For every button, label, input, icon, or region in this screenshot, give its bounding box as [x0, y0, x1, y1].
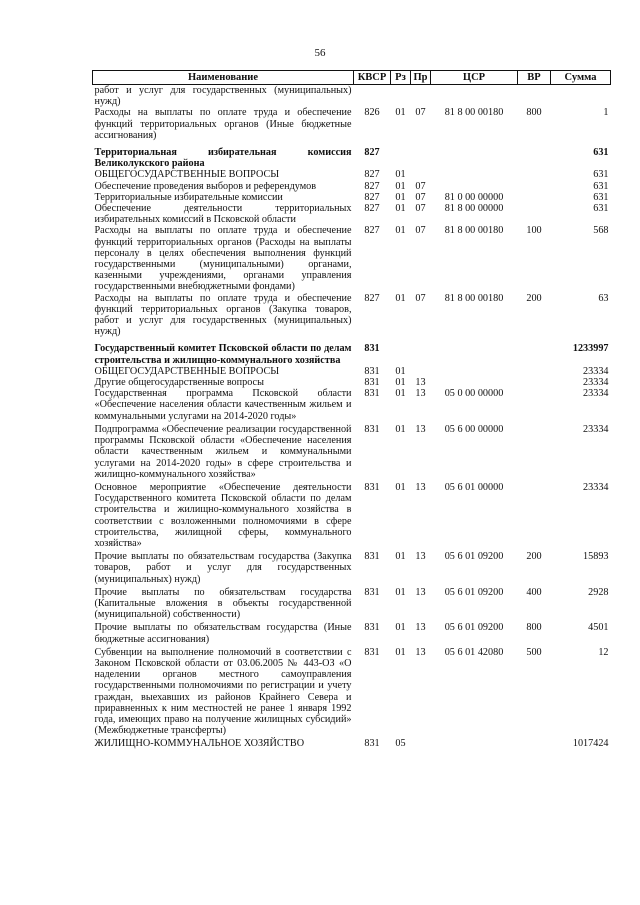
cell-sum: 1233997: [572, 343, 609, 355]
table-row: [93, 181, 611, 192]
header-kvsr: КВСР: [354, 71, 391, 85]
cell-kvsr: 831: [364, 343, 380, 355]
cell-vr: 500: [526, 646, 542, 658]
cell-sum: 568: [593, 225, 609, 237]
cell-vr: [518, 388, 551, 422]
cell-kvsr: 827: [364, 191, 380, 203]
cell-vr: 200: [526, 551, 542, 563]
cell-csr: 81 8 00 00180: [444, 107, 504, 119]
cell-pr: 13: [415, 377, 426, 389]
cell-pr: [411, 366, 431, 377]
header-vr: ВР: [518, 71, 551, 85]
cell-csr: 05 6 00 00000: [444, 423, 504, 435]
page-number: 56: [314, 47, 326, 59]
cell-kvsr: 827: [364, 292, 380, 304]
table-row: [93, 192, 611, 203]
cell-rz: 01: [395, 481, 406, 493]
cell-kvsr: 827: [364, 203, 380, 215]
cell-name: Субвенции на выполнение полномочий в соответствии с Законом Псковской области от 03.06.2005 № 443-ОЗ «О наделении органов местного самоуправления государственными полномочиями по регистрации и учету граждан, выехавших из районов Крайнего Севера и приравненных к ним местностей не ранее 1 января 1992 года, имеющих право на получение жилищных субсидий» (Межбюджетные трансферты): [94, 646, 352, 737]
table-row: [93, 337, 611, 365]
header-csr: ЦСР: [431, 71, 518, 85]
cell-rz: 01: [395, 646, 406, 658]
cell-rz: 01: [395, 551, 406, 563]
cell-name: ОБЩЕГОСУДАРСТВЕННЫЕ ВОПРОСЫ: [94, 365, 280, 377]
cell-sum: 2928: [588, 586, 609, 598]
table-row: [93, 620, 611, 644]
cell-name: Основное мероприятие «Обеспечение деятельности Государственного комитета Псковской области по делам строительства и жилищно-коммунального хозяйства в соответствии с возложенными полномочиями в сфере строительства, жилищной сферы, коммунального хозяйства»: [94, 481, 352, 549]
cell-rz: 01: [395, 622, 406, 634]
cell-csr: [431, 366, 518, 377]
cell-name: Расходы на выплаты по оплате труда и обеспечение функций территориальных органов (Иные бюджетные ассигнования): [94, 107, 352, 141]
cell-vr: [518, 181, 551, 192]
cell-pr: 13: [415, 551, 426, 563]
cell-name: Прочие выплаты по обязательствам государства (Иные бюджетные ассигнования): [94, 622, 352, 645]
cell-kvsr: 831: [364, 646, 380, 658]
cell-kvsr: 827: [364, 225, 380, 237]
cell-pr: 13: [415, 388, 426, 400]
cell-kvsr: 831: [364, 388, 380, 400]
cell-rz: 01: [395, 388, 406, 400]
cell-csr: 05 6 01 42080: [444, 646, 504, 658]
cell-name: Территориальная избирательная комиссия Великолукского района: [94, 147, 352, 170]
cell-csr: [431, 85, 518, 108]
cell-sum: 631: [593, 203, 609, 215]
cell-rz: 01: [395, 423, 406, 435]
cell-csr: [431, 337, 518, 365]
cell-pr: [411, 169, 431, 180]
cell-name: Государственная программа Псковской области «Обеспечение населения области качественным жильем и коммунальными услугами на 2014-2020 годы»: [94, 388, 352, 422]
cell-csr: 81 8 00 00180: [444, 225, 504, 237]
cell-pr: [411, 141, 431, 169]
cell-pr: 07: [415, 107, 426, 119]
cell-sum: 23334: [583, 377, 609, 389]
cell-vr: 200: [526, 292, 542, 304]
cell-rz: 01: [395, 191, 406, 203]
header-pr: Пр: [411, 71, 431, 85]
cell-kvsr: 827: [364, 169, 380, 181]
cell-kvsr: 831: [364, 586, 380, 598]
cell-rz: 01: [395, 107, 406, 119]
table-row: [93, 107, 611, 141]
header-rz: Рз: [391, 71, 411, 85]
cell-sum: 1017424: [572, 738, 609, 750]
table-row: [93, 141, 611, 169]
cell-sum: 1: [603, 107, 609, 119]
cell-sum: 631: [593, 169, 609, 181]
cell-vr: [518, 141, 551, 169]
cell-rz: [391, 337, 411, 365]
cell-sum: 4501: [588, 622, 609, 634]
table-row: [93, 549, 611, 585]
cell-csr: 81 8 00 00000: [444, 203, 504, 215]
cell-name: Обеспечение деятельности территориальных избирательных комиссий в Псковской области: [94, 203, 352, 226]
cell-vr: [518, 192, 551, 203]
cell-sum: 631: [593, 180, 609, 192]
cell-sum: 23334: [583, 365, 609, 377]
cell-pr: 07: [415, 180, 426, 192]
cell-rz: 01: [395, 365, 406, 377]
cell-name: ЖИЛИЩНО-КОММУНАЛЬНОЕ ХОЗЯЙСТВО: [94, 738, 305, 750]
cell-kvsr: 826: [364, 107, 380, 119]
cell-kvsr: 831: [364, 551, 380, 563]
cell-kvsr: 831: [364, 377, 380, 389]
cell-rz: 01: [395, 377, 406, 389]
cell-name: Государственный комитет Псковской области по делам строительства и жилищно-коммунального хозяйства: [94, 343, 352, 366]
cell-vr: [518, 736, 551, 749]
table-row: [93, 645, 611, 737]
cell-name: Подпрограмма «Обеспечение реализации государственной программы Псковской области «Обеспечение населения области качественным жильем и коммунальными услугами на 2014-2020 годы» в сфере строительства и жилищно-коммунального хозяйства»: [94, 423, 352, 480]
cell-sum: 631: [593, 147, 609, 159]
table-row: [93, 585, 611, 621]
cell-rz: [391, 141, 411, 169]
table-row: [93, 203, 611, 225]
cell-vr: [518, 377, 551, 388]
cell-name: Расходы на выплаты по оплате труда и обеспечение функций территориальных органов (Закупка товаров, работ и услуг для государственных (муниципальных) нужд): [94, 292, 352, 338]
cell-name: Другие общегосударственные вопросы: [94, 377, 264, 389]
header-sum: Сумма: [551, 71, 611, 85]
cell-pr: 13: [415, 622, 426, 634]
cell-sum: 23334: [583, 388, 609, 400]
cell-sum: 631: [593, 191, 609, 203]
cell-kvsr: 827: [364, 180, 380, 192]
cell-csr: 05 6 01 00000: [444, 481, 504, 493]
table-row: [93, 480, 611, 549]
cell-name: Прочие выплаты по обязательствам государства (Закупка товаров, работ и услуг для государственных (муниципальных) нужд): [94, 551, 352, 585]
table-row: [93, 736, 611, 749]
cell-csr: 05 0 00 00000: [444, 388, 504, 400]
cell-pr: 07: [415, 225, 426, 237]
table-header-row: [93, 71, 611, 85]
cell-rz: 01: [395, 292, 406, 304]
cell-pr: [411, 85, 431, 108]
table-row: [93, 366, 611, 377]
cell-rz: 01: [395, 203, 406, 215]
cell-pr: 07: [415, 191, 426, 203]
table-row: [93, 377, 611, 388]
cell-name: Территориальные избирательные комиссии: [94, 191, 283, 203]
cell-sum: 23334: [583, 423, 609, 435]
cell-name: ОБЩЕГОСУДАРСТВЕННЫЕ ВОПРОСЫ: [94, 169, 280, 181]
cell-rz: 01: [395, 225, 406, 237]
cell-name: работ и услуг для государственных (муниципальных) нужд): [94, 85, 352, 108]
cell-name: Прочие выплаты по обязательствам государства (Капитальные вложения в объекты государственной (муниципальной) собственности): [94, 586, 352, 621]
cell-vr: [518, 422, 551, 480]
cell-vr: 800: [526, 107, 542, 119]
cell-csr: 81 0 00 00000: [444, 191, 504, 203]
table-row: [93, 169, 611, 180]
cell-vr: [518, 203, 551, 225]
cell-kvsr: 827: [364, 147, 380, 159]
cell-pr: 13: [415, 481, 426, 493]
cell-csr: 81 8 00 00180: [444, 292, 504, 304]
cell-pr: 13: [415, 646, 426, 658]
cell-pr: 13: [415, 586, 426, 598]
cell-kvsr: 831: [364, 738, 380, 750]
cell-vr: 800: [526, 622, 542, 634]
cell-kvsr: 831: [364, 622, 380, 634]
cell-rz: 01: [395, 169, 406, 181]
cell-csr: 05 6 01 09200: [444, 586, 504, 598]
cell-rz: [391, 85, 411, 108]
cell-rz: 01: [395, 180, 406, 192]
cell-rz: 05: [395, 738, 406, 750]
cell-csr: [431, 169, 518, 180]
cell-kvsr: 831: [364, 423, 380, 435]
budget-table: [92, 70, 611, 750]
table-row: [93, 293, 611, 338]
cell-sum: 63: [598, 292, 609, 304]
cell-csr: 05 6 01 09200: [444, 622, 504, 634]
cell-csr: [431, 181, 518, 192]
cell-csr: [431, 377, 518, 388]
cell-vr: [518, 85, 551, 108]
cell-sum: 23334: [583, 481, 609, 493]
cell-name: Обеспечение проведения выборов и референдумов: [94, 180, 317, 192]
cell-kvsr: 831: [364, 365, 380, 377]
cell-pr: 07: [415, 292, 426, 304]
cell-sum: 15893: [583, 551, 609, 563]
cell-vr: [518, 480, 551, 549]
cell-pr: 13: [415, 423, 426, 435]
cell-vr: 400: [526, 586, 542, 598]
cell-name: Расходы на выплаты по оплате труда и обеспечение функций территориальных органов (Расходы на выплаты персоналу в целях обеспечения выполнения функций государственными (муниципальными) органами, казенными учреждениями, органами управления государственными внебюджетными фондами): [94, 225, 352, 293]
cell-sum: 12: [598, 646, 609, 658]
table-body: [93, 85, 611, 750]
cell-pr: 07: [415, 203, 426, 215]
cell-kvsr: [354, 85, 391, 108]
table-row: [93, 388, 611, 422]
cell-kvsr: 831: [364, 481, 380, 493]
cell-sum: [551, 85, 611, 108]
cell-csr: 05 6 01 09200: [444, 551, 504, 563]
cell-vr: [518, 337, 551, 365]
cell-csr: [431, 736, 518, 749]
cell-pr: [411, 337, 431, 365]
header-name: Наименование: [93, 71, 354, 85]
table-row: [93, 85, 611, 108]
cell-csr: [431, 141, 518, 169]
table-row: [93, 422, 611, 480]
cell-pr: [411, 736, 431, 749]
cell-vr: [518, 169, 551, 180]
table-row: [93, 225, 611, 292]
cell-vr: [518, 366, 551, 377]
cell-rz: 01: [395, 586, 406, 598]
cell-vr: 100: [526, 225, 542, 237]
